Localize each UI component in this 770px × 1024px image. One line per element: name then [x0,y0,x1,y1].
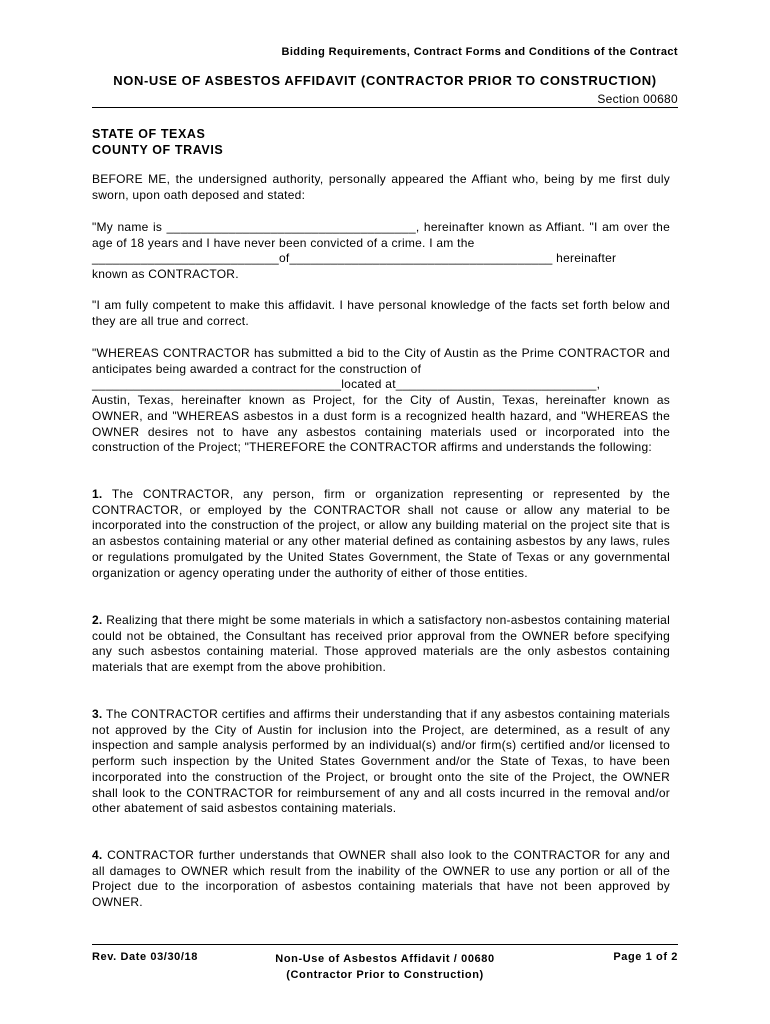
clause-2 [92,613,670,676]
affiant-name-line: "My name is ____________________________________, hereinafter known as Affiant. "I am over the age of 18 years and I have never been convicted of a crime. I am the [92,220,670,250]
whereas-owner-text: Austin, Texas, hereinafter known as Project, for the City of Austin, Texas, hereinafter known as OWNER, and "WHEREAS asbestos in a dust form is a recognized health hazard, and "WHEREAS the OWNER desires not to have any asbestos containing materials used or incorporated into the construction of the Project; "THEREFORE the CONTRACTOR affirms and understands the following: [92,393,670,455]
clause-3 [92,707,670,817]
clause-1 [92,487,670,581]
clause-text: The CONTRACTOR certifies and affirms their understanding that if any asbestos containing materials not approved by the City of Austin for inclusion into the Project, are determined, as a result of any inspection and sample analysis performed by an individual(s) and/or firm(s) certified and/or licensed to perform such inspection by the United States Government and/or the State of Texas, to have been incorporated into the construction of the Project, or brought onto the site of the Project, the OWNER shall look to the CONTRACTOR for reimbursement of any and all costs incurred in the removal and/or other abatement of said asbestos containing materials. [92,707,671,816]
contractor-blank-line: ___________________________of______________________________________ hereinafter [92,251,617,266]
clause-number: 4. [92,848,103,862]
county-label: COUNTY OF TRAVIS [92,143,224,157]
running-header: Bidding Requirements, Contract Forms and Conditions of the Contract [281,46,678,58]
footer-document-name: Non-Use of Asbestos Affidavit / 00680 (Contractor Prior to Construction) [275,953,495,981]
clause-number: 2. [92,613,103,627]
whereas-bid-text: "WHEREAS CONTRACTOR has submitted a bid to the City of Austin as the Prime CONTRACTOR and anticipates being awarded a contract for the construction of [92,346,670,376]
venue-block [92,126,223,158]
clause-text: The CONTRACTOR, any person, firm or organization representing or represented by the CONTRACTOR, or employed by the CONTRACTOR shall not cause or allow any material to be incorporated into the construction of the project, or allow any building material on the project site that is an asbestos containing material or any other material defined as containing asbestos by any laws, rules or regulations promulgated by the United States Government, the State of Texas or any governmental organization or agency operating under the authority of either of those entities. [92,487,670,580]
clause-number: 1. [92,487,103,501]
footer-rule [92,944,678,945]
section-number: Section 00680 [597,92,678,106]
project-location-blank-line: ____________________________________located at_____________________________, [92,377,601,392]
intro-paragraph: BEFORE ME, the undersigned authority, personally appeared the Affiant who, being by me first duly sworn, upon oath deposed and stated: [92,172,670,202]
page-number: Page 1 of 2 [613,951,678,963]
affiant-name-paragraph [92,220,670,283]
document-title: NON-USE OF ASBESTOS AFFIDAVIT (CONTRACTOR PRIOR TO CONSTRUCTION) [113,73,657,88]
header-rule [92,107,678,108]
clause-4 [92,848,670,911]
state-label: STATE OF TEXAS [92,127,206,141]
contractor-known-as: known as CONTRACTOR. [92,267,239,282]
clause-number: 3. [92,707,103,721]
clause-text: CONTRACTOR further understands that OWNER shall also look to the CONTRACTOR for any and all damages to OWNER which result from the inability of the OWNER to use any portion or all of the Project due to the incorporation of asbestos containing materials that have not been approved by OWNER. [92,848,670,910]
whereas-paragraph [92,346,670,456]
competency-paragraph: "I am fully competent to make this affidavit. I have personal knowledge of the facts set forth below and they are all true and correct. [92,298,670,328]
clause-text: Realizing that there might be some materials in which a satisfactory non-asbestos containing material could not be obtained, the Consultant has received prior approval from the OWNER before specifying any such asbestos containing material. Those approved materials are the only asbestos containing materials that are exempt from the above prohibition. [92,613,670,675]
revision-date: Rev. Date 03/30/18 [92,951,198,963]
